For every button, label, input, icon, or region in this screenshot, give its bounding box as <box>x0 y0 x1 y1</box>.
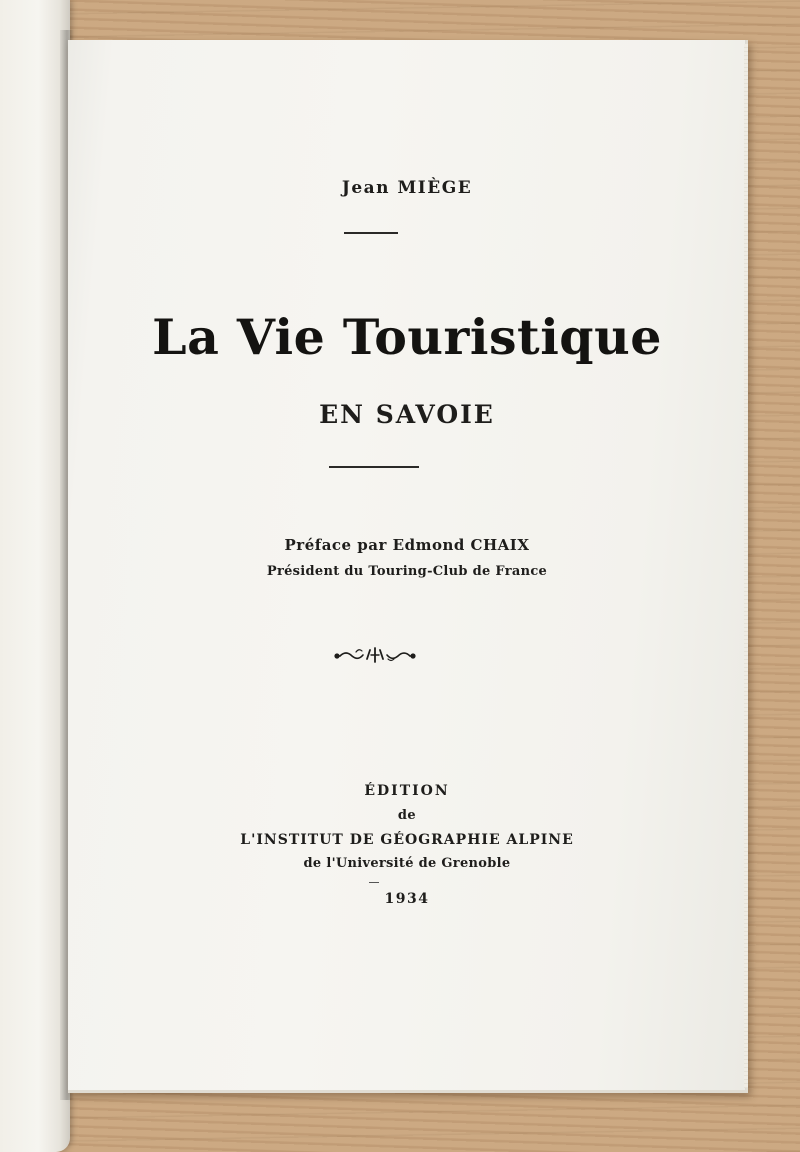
publisher-university: de l'Université de Grenoble <box>303 856 511 871</box>
year-divider <box>369 882 379 883</box>
publication-year: 1934 <box>384 891 430 907</box>
edition-label: ÉDITION <box>364 783 450 799</box>
preface-author-role: Président du Touring-Club de France <box>266 564 548 579</box>
floral-vignette-icon <box>332 646 418 664</box>
author-divider <box>344 232 398 234</box>
page-stack-edge <box>744 44 748 1088</box>
book-subtitle: EN SAVOIE <box>319 400 495 429</box>
preface-credit: Préface par Edmond CHAIX <box>284 536 530 554</box>
edition-preposition: de <box>397 808 417 823</box>
author-name: Jean MIÈGE <box>341 178 473 198</box>
publisher-institute: L'INSTITUT DE GÉOGRAPHIE ALPINE <box>240 832 574 848</box>
title-page <box>68 40 748 1093</box>
title-divider <box>329 466 419 468</box>
book-title: La Vie Touristique <box>152 308 662 366</box>
